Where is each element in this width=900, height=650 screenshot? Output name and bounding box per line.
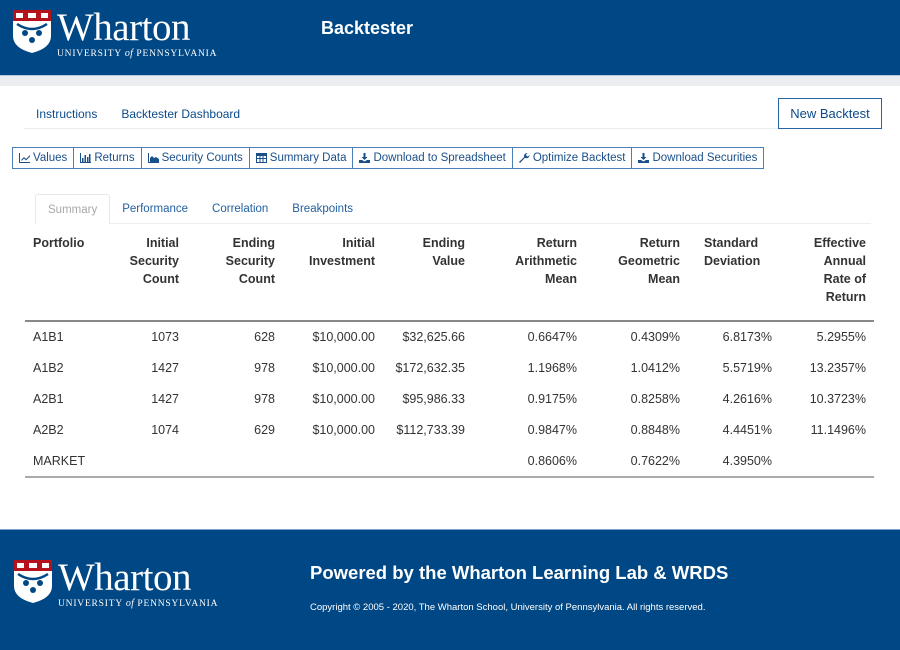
cell-ending-count: 629 bbox=[254, 422, 275, 437]
cell-effective-rate: 11.1496% bbox=[810, 422, 866, 437]
cell-initial-count: 1074 bbox=[151, 422, 179, 437]
logo-subtitle: UNIVERSITY of PENNSYLVANIA bbox=[57, 48, 218, 59]
cell-geo-mean: 0.4309% bbox=[630, 330, 680, 344]
tab-correlation[interactable]: Correlation bbox=[212, 203, 269, 215]
logo-wordmark: Wharton bbox=[58, 556, 191, 599]
cell-portfolio: A2B2 bbox=[33, 422, 64, 437]
col-header-ending-value: Ending Value bbox=[383, 230, 473, 321]
cell-ending-count: 978 bbox=[254, 391, 275, 406]
cell-ending-count: 978 bbox=[254, 360, 275, 375]
cell-geo-mean: 0.8848% bbox=[630, 422, 680, 437]
nav-instructions[interactable]: Instructions bbox=[36, 107, 98, 121]
cell-geo-mean: 0.7622% bbox=[585, 445, 688, 477]
download-securities-button[interactable]: Download Securities bbox=[632, 148, 763, 168]
cell-portfolio: A1B1 bbox=[33, 330, 64, 344]
copyright-text: Copyright © 2005 - 2020, The Wharton School, University of Pennsylvania. All rights reserved. bbox=[310, 602, 706, 613]
cell-arith-mean: 1.1968% bbox=[527, 360, 577, 375]
cell-geo-mean: 0.8258% bbox=[630, 391, 680, 406]
cell-std-dev: 4.3950% bbox=[688, 445, 780, 477]
cell-ending-value bbox=[383, 445, 473, 477]
col-header-standard-deviation: Standard Deviation bbox=[688, 230, 780, 321]
cell-arith-mean: 0.9175% bbox=[527, 391, 577, 406]
optimize-backtest-button[interactable]: Optimize Backtest bbox=[513, 148, 633, 168]
tab-performance[interactable]: Performance bbox=[122, 203, 189, 215]
col-header-return-geometric-mean: Return Geometric Mean bbox=[585, 230, 688, 321]
area-chart-icon bbox=[148, 153, 159, 163]
download-icon bbox=[638, 153, 649, 163]
table-icon bbox=[256, 153, 267, 163]
footer-wharton-logo[interactable] bbox=[14, 556, 219, 609]
cell-std-dev: 5.5719% bbox=[722, 360, 772, 375]
col-header-return-arithmetic-mean: Return Arithmetic Mean bbox=[473, 230, 585, 321]
col-header-ending-security-count: Ending Security Count bbox=[187, 230, 283, 321]
cell-portfolio: A2B1 bbox=[33, 391, 64, 406]
cell-ending-value: $95,986.33 bbox=[402, 391, 465, 406]
table-row bbox=[25, 321, 874, 352]
cell-geo-mean: 1.0412% bbox=[630, 360, 680, 375]
col-header-effective-annual-rate: Effective Annual Rate of Return bbox=[780, 230, 874, 321]
cell-initial-investment bbox=[283, 445, 383, 477]
cell-ending-value: $172,632.35 bbox=[395, 360, 465, 375]
table-row bbox=[25, 383, 874, 414]
returns-button[interactable]: Returns bbox=[74, 148, 141, 168]
cell-initial-investment: $10,000.00 bbox=[312, 391, 375, 406]
tab-summary[interactable]: Summary bbox=[35, 194, 110, 225]
download-icon bbox=[359, 153, 370, 163]
app-title: Backtester bbox=[321, 18, 414, 38]
security-counts-button[interactable]: Security Counts bbox=[142, 148, 250, 168]
tab-breakpoints[interactable]: Breakpoints bbox=[292, 203, 354, 215]
action-toolbar bbox=[12, 147, 764, 169]
values-button[interactable]: Values bbox=[13, 148, 74, 168]
powered-by-text: Powered by the Wharton Learning Lab & WRDS bbox=[310, 562, 729, 583]
cell-std-dev: 4.4451% bbox=[722, 422, 772, 437]
bar-chart-icon bbox=[80, 153, 91, 163]
cell-ending-count: 628 bbox=[254, 330, 275, 344]
col-header-portfolio: Portfolio bbox=[25, 230, 105, 321]
cell-std-dev: 6.8173% bbox=[722, 330, 772, 344]
site-footer bbox=[0, 529, 900, 650]
cell-ending-value: $32,625.66 bbox=[402, 330, 465, 344]
cell-initial-investment: $10,000.00 bbox=[312, 422, 375, 437]
cell-initial-count: 1427 bbox=[151, 360, 179, 375]
penn-shield-icon bbox=[13, 10, 51, 53]
table-row bbox=[25, 352, 874, 383]
col-header-initial-security-count: Initial Security Count bbox=[105, 230, 187, 321]
cell-effective-rate: 10.3723% bbox=[809, 391, 866, 406]
table-row bbox=[25, 414, 874, 445]
wharton-logo[interactable] bbox=[13, 6, 218, 59]
cell-initial-count: 1073 bbox=[151, 330, 179, 344]
cell-portfolio: A1B2 bbox=[33, 360, 64, 375]
line-chart-icon bbox=[19, 153, 30, 163]
cell-arith-mean: 0.8606% bbox=[473, 445, 585, 477]
cell-initial-investment: $10,000.00 bbox=[312, 330, 375, 344]
header-divider bbox=[0, 75, 900, 86]
wrench-icon bbox=[519, 153, 530, 163]
top-nav bbox=[24, 104, 871, 129]
table-header-row bbox=[25, 230, 874, 321]
site-header bbox=[0, 0, 900, 75]
cell-arith-mean: 0.9847% bbox=[527, 422, 577, 437]
logo-wordmark: Wharton bbox=[57, 6, 190, 49]
summary-table bbox=[25, 230, 874, 478]
cell-std-dev: 4.2616% bbox=[722, 391, 772, 406]
cell-effective-rate: 5.2955% bbox=[816, 330, 866, 344]
cell-ending-count bbox=[187, 445, 283, 477]
logo-subtitle: UNIVERSITY of PENNSYLVANIA bbox=[58, 598, 219, 609]
cell-initial-count: 1427 bbox=[151, 391, 179, 406]
cell-portfolio: MARKET bbox=[25, 445, 105, 477]
download-spreadsheet-button[interactable]: Download to Spreadsheet bbox=[353, 148, 512, 168]
penn-shield-icon bbox=[14, 560, 52, 603]
cell-arith-mean: 0.6647% bbox=[527, 330, 577, 344]
new-backtest-button[interactable]: New Backtest bbox=[778, 98, 882, 129]
nav-backtester-dashboard[interactable]: Backtester Dashboard bbox=[121, 107, 241, 121]
summary-data-button[interactable]: Summary Data bbox=[250, 148, 354, 168]
cell-effective-rate: 13.2357% bbox=[809, 360, 866, 375]
cell-initial-count bbox=[105, 445, 187, 477]
cell-ending-value: $112,733.39 bbox=[396, 422, 465, 437]
results-tabs bbox=[35, 194, 871, 224]
cell-initial-investment: $10,000.00 bbox=[312, 360, 375, 375]
cell-effective-rate bbox=[780, 445, 874, 477]
col-header-initial-investment: Initial Investment bbox=[283, 230, 383, 321]
table-row bbox=[25, 445, 874, 477]
